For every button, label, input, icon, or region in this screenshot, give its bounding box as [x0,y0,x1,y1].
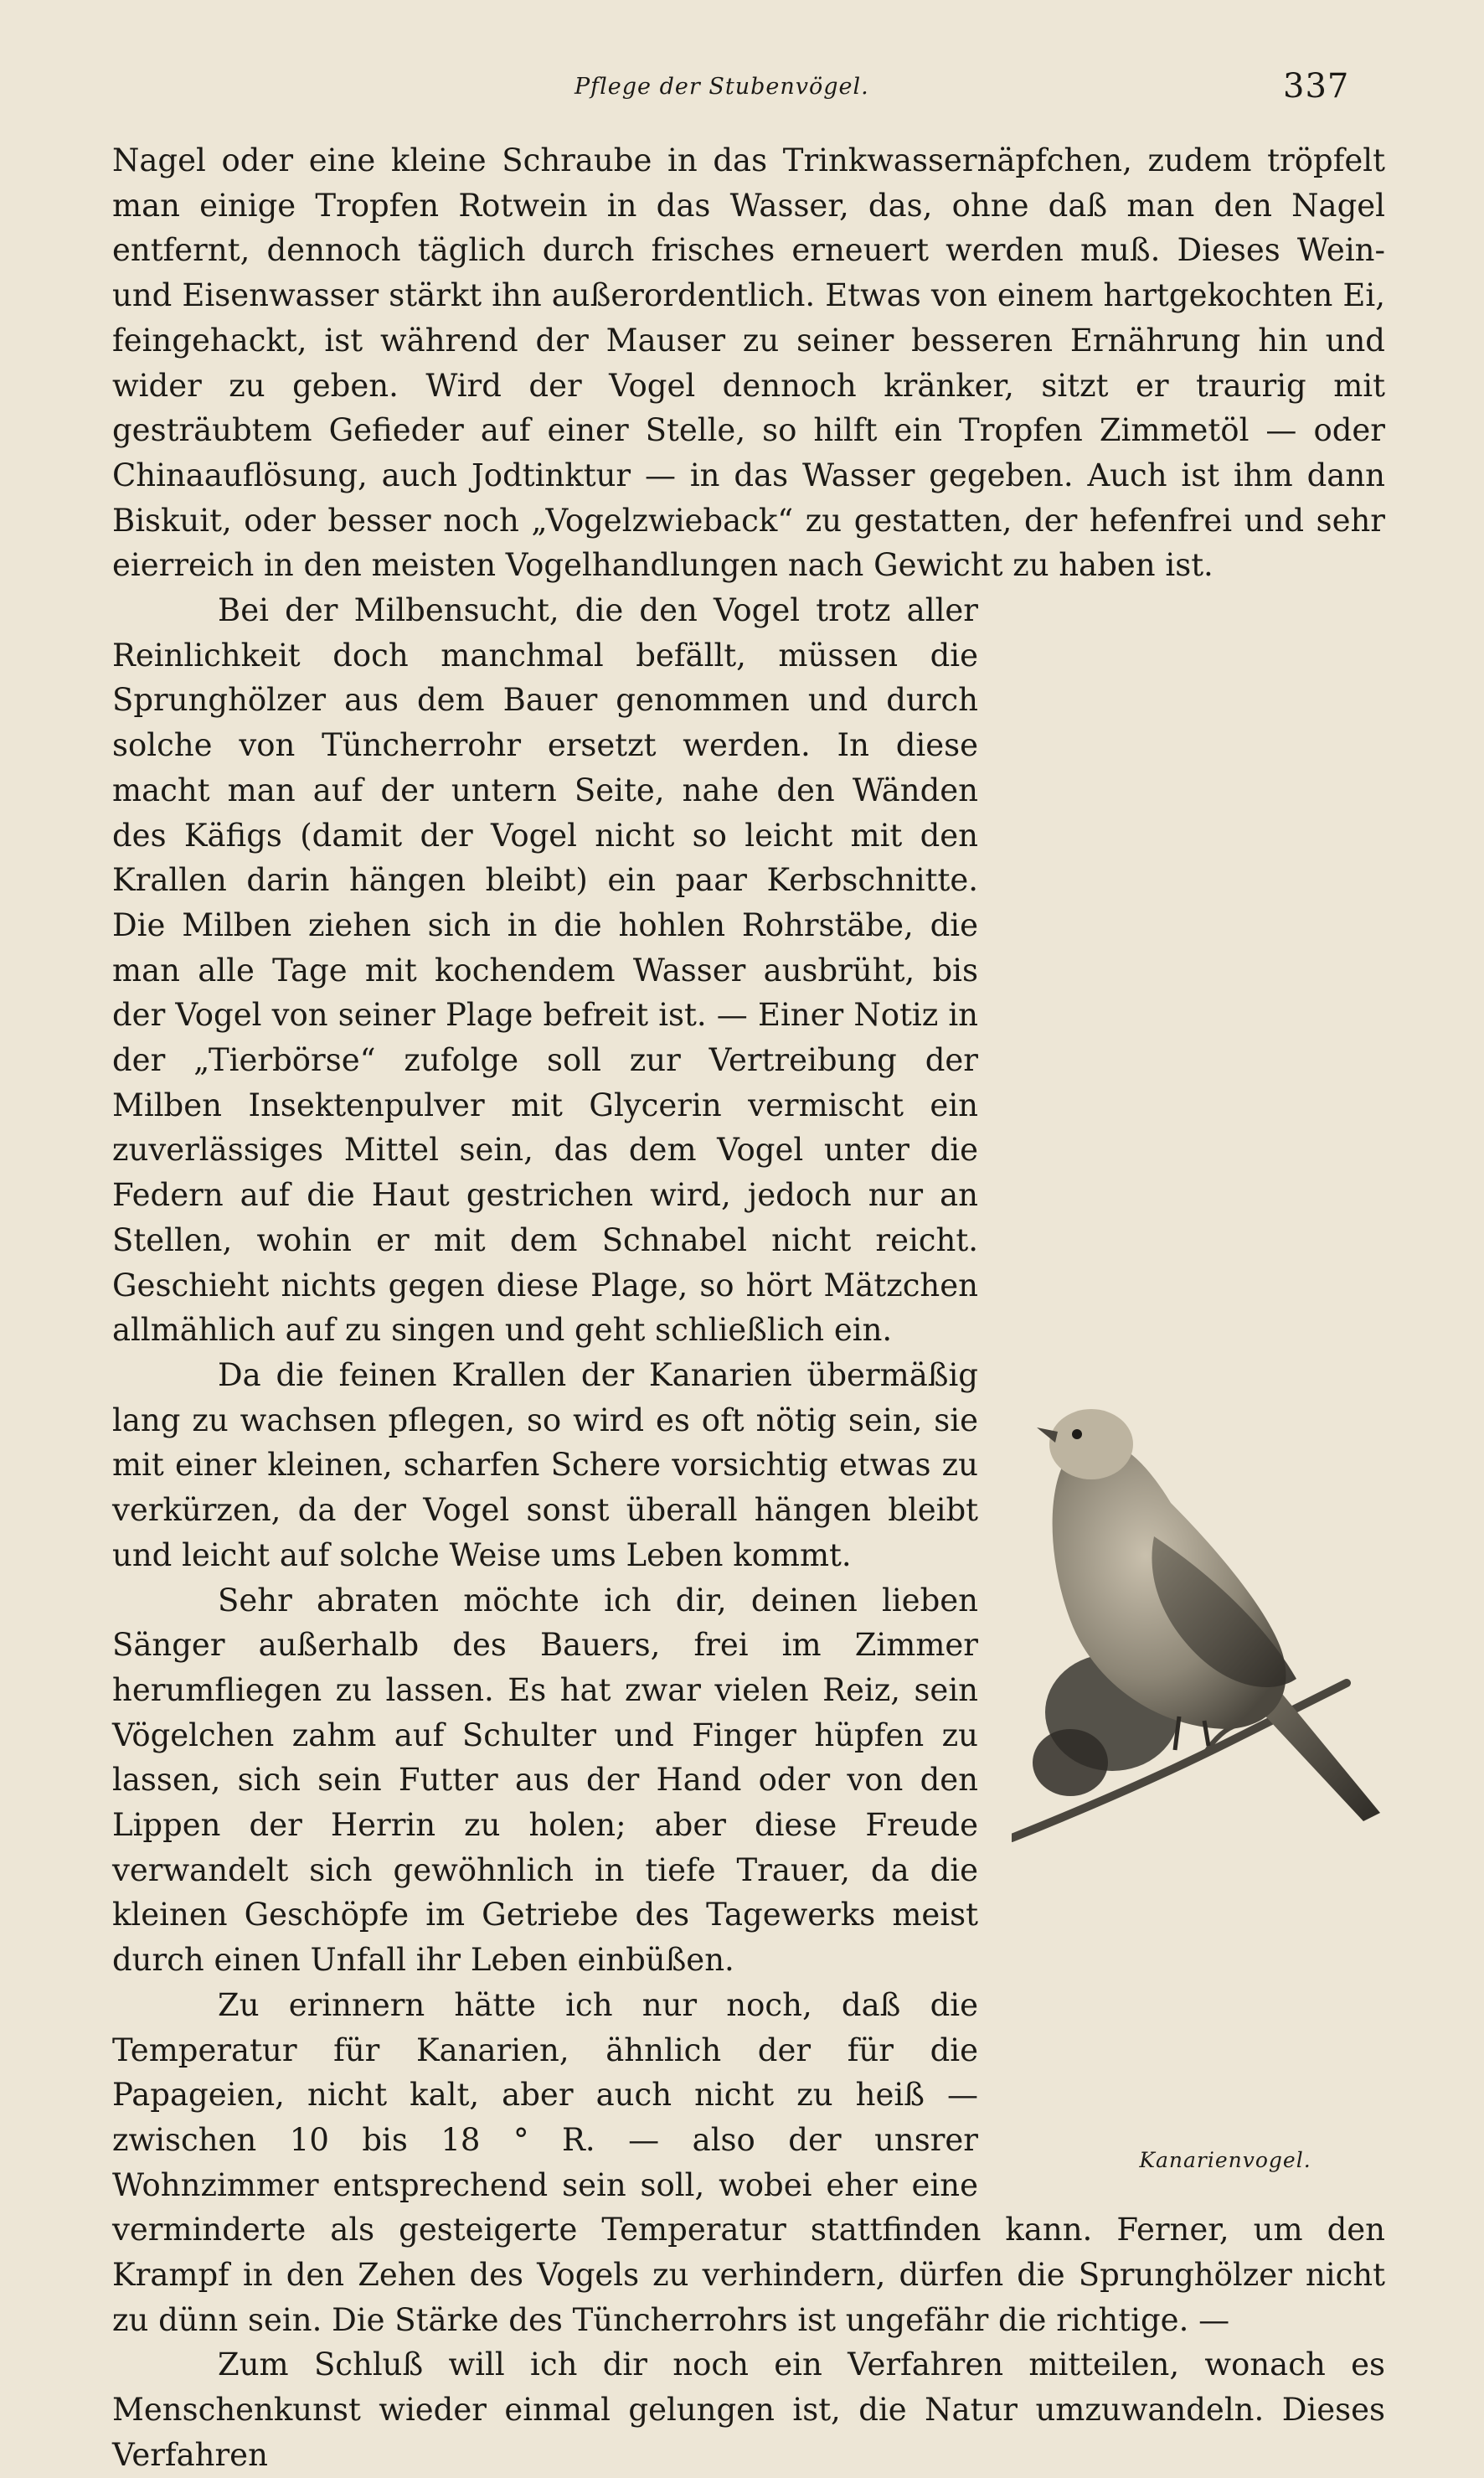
paragraph-2: Bei der Milbensucht, die den Vogel trotz aller Reinlichkeit doch manchmal befällt, müssen die Sprunghölzer aus dem Bauer genommen und durch solche von Tüncherrohr ersetzt werden. In diese macht man auf der untern Seite, nahe den Wänden des Käfigs (damit der Vogel nicht so leicht mit den Krallen darin hängen bleibt) ein paar Kerbschnitte. Die Milben ziehen sich in die hohlen Rohrstäbe, die man alle Tage mit kochendem Wasser ausbrüht, bis der Vogel von seiner Plage befreit ist. — Einer Notiz in der „Tierbörse“ zufolge soll zur Vertreibung der Milben Insektenpulver mit Glycerin vermischt ein zuverlässiges Mittel sein, das dem Vogel unter die Federn auf die Haut gestrichen wird, jedoch nur an Stellen, wohin er mit dem Schnabel nicht reicht. Geschieht nichts gegen diese Plage, so hört Mätzchen allmählich auf zu singen und geht schließlich ein. [112,592,978,1349]
paragraph-5: Zu erinnern hätte ich nur noch, daß die Temperatur für Kanarien, ähnlich der für die Papageien, nicht kalt, aber auch nicht zu heiß — zwischen 10 bis 18 ° R. — also der unsrer Wohnzimmer entsprechend sein soll, wobei eher eine verminderte als gesteigerte Temperatur stattfinden kann. Ferner, um den Krampf in den Zehen des Vogels zu verhindern, dürfen die Sprunghölzer nicht zu dünn sein. Die Stärke des Tüncherrohrs ist ungefähr die richtige. — [112,1986,1385,2338]
paragraph-6: Zum Schluß will ich dir noch ein Verfahren mitteilen, wonach es Menschenkunst wieder einmal gelungen ist, die Natur umzuwandeln. Dieses Verfahren [112,2346,1385,2473]
figure-float [1012,1172,1414,2173]
canary-illustration [1012,1394,1414,1863]
figure-caption: Kanarienvogel. [1139,2148,1311,2173]
page-header [0,67,1484,109]
running-title: Pflege der Stubenvögel. [575,74,869,100]
paragraph-1: Nagel oder eine kleine Schraube in das Trinkwassernäpfchen, zudem tröpfelt man einige Tropfen Rotwein in das Wasser, das, ohne daß man den Nagel entfernt, dennoch täglich durch frisches erneuert werden muß. Dieses Wein- und Eisenwasser stärkt ihn außerordentlich. Etwas von einem hartgekochten Ei, feingehackt, ist während der Mauser zu seiner besseren Ernährung hin und wider zu geben. Wird der Vogel dennoch kränker, sitzt er traurig mit gesträubtem Gefieder auf einer Stelle, so hilft ein Tropfen Zimmetöl — oder Chinaauflösung, auch Jodtinktur — in das Wasser gegeben. Auch ist ihm dann Biskuit, oder besser noch „Vogelzwieback“ zu gestatten, der hefenfrei und sehr eierreich in den meisten Vogelhandlungen nach Gewicht zu haben ist. [112,142,1385,584]
body-text [112,138,1385,2478]
paragraph-4: Sehr abraten möchte ich dir, deinen lieben Sänger außerhalb des Bauers, frei im Zimmer herumfliegen zu lassen. Es hat zwar vielen Reiz, sein Vögelchen zahm auf Schulter und Finger hüpfen zu lassen, sich sein Futter aus der Hand oder von den Lippen der Herrin zu holen; aber diese Freude verwandelt sich gewöhnlich in tiefe Trauer, da die kleinen Geschöpfe im Getriebe des Tagewerks meist durch einen Unfall ihr Leben einbüßen. [112,1582,978,1979]
page-number: 337 [1283,67,1350,106]
paragraph-3: Da die feinen Krallen der Kanarien übermäßig lang zu wachsen pflegen, so wird es oft nötig sein, sie mit einer kleinen, scharfen Schere vorsichtig etwas zu verkürzen, da der Vogel sonst überall hängen bleibt und leicht auf solche Weise ums Leben kommt. [112,1356,978,1573]
